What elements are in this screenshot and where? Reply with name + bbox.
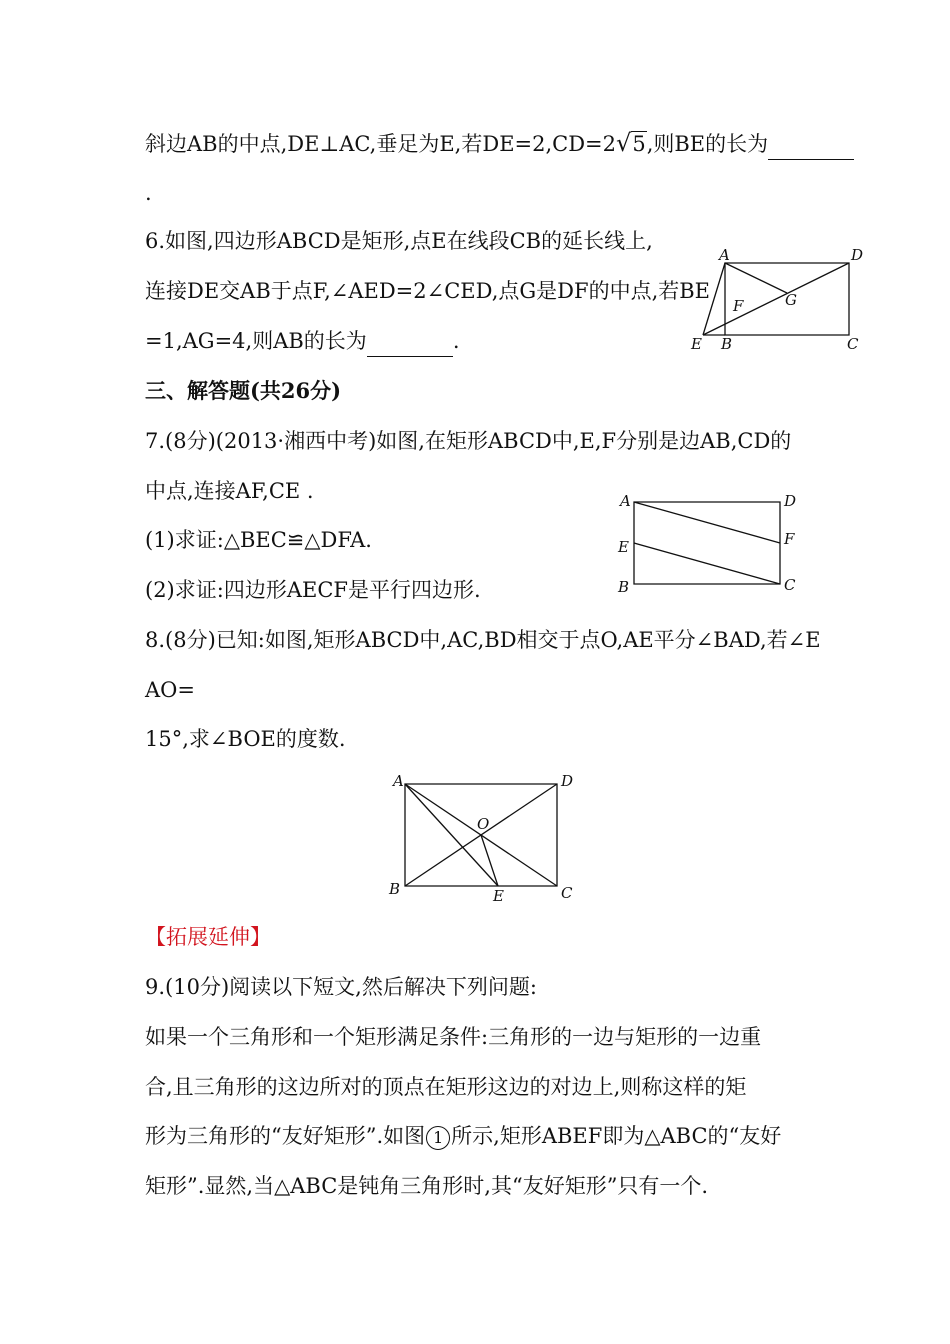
rectangle-abcd-7 xyxy=(634,502,780,584)
problem6-figure xyxy=(685,245,870,355)
label-B-8: B xyxy=(389,880,401,898)
problem9-line3: 合,且三角形的这边所对的顶点在矩形这边的对边上,则称这样的矩 xyxy=(145,1075,747,1099)
problem8-line1: 8.(8分)已知:如图,矩形ABCD中,AC,BD相交于点O,AE平分∠BAD,若∠E xyxy=(145,628,821,652)
problem5-text-before: 斜边AB的中点,DE⊥AC,垂足为E,若DE=2,CD=2 xyxy=(145,132,617,156)
label-C: C xyxy=(847,335,859,353)
label-F-7: F xyxy=(784,530,795,548)
sqrt-radicand: 5 xyxy=(632,132,646,156)
problem9-line4-a: 形为三角形的“友好矩形”.如图 xyxy=(145,1124,426,1148)
problem6-line1: 6.如图,四边形ABCD是矩形,点E在线段CB的延长线上, xyxy=(145,229,653,253)
segment-ae-8 xyxy=(405,784,498,886)
problem7-part2: (2)求证:四边形AECF是平行四边形. xyxy=(145,578,481,602)
problem5-text-after: ,则BE的长为 xyxy=(646,132,769,156)
label-A-7: A xyxy=(620,492,631,510)
extension-heading: 【拓展延伸】 xyxy=(145,925,271,949)
label-E-8: E xyxy=(493,887,504,905)
answer-blank-5[interactable] xyxy=(768,129,854,160)
problem6-line3-text: =1,AG=4,则AB的长为 xyxy=(145,329,367,353)
problem8-figure xyxy=(385,768,585,908)
label-A-8: A xyxy=(393,772,404,790)
label-O-8: O xyxy=(477,815,490,833)
problem7-line2: 中点,连接AF,CE . xyxy=(145,479,314,503)
label-E: E xyxy=(691,335,702,353)
problem7-figure xyxy=(612,488,807,600)
problem6-line3 xyxy=(145,326,460,357)
label-D-7: D xyxy=(784,492,797,510)
problem9-line5: 矩形”.显然,当△ABC是钝角三角形时,其“友好矩形”只有一个. xyxy=(145,1174,709,1198)
problem9-line2: 如果一个三角形和一个矩形满足条件:三角形的一边与矩形的一边重 xyxy=(145,1025,762,1049)
problem8-line3: 15°,求∠BOE的度数. xyxy=(145,727,346,751)
problem7-part1: (1)求证:△BEC≌△DFA. xyxy=(145,528,372,552)
problem6-line3-end: . xyxy=(452,329,460,353)
segment-af xyxy=(634,502,780,543)
answer-blank-6[interactable] xyxy=(367,326,453,357)
problem5-line xyxy=(145,128,854,160)
problem9-line1: 9.(10分)阅读以下短文,然后解决下列问题: xyxy=(145,975,537,999)
problem9-line4-b: 所示,矩形ABEF即为△ABC的“友好 xyxy=(451,1124,782,1148)
problem8-line2: AO= xyxy=(145,678,195,702)
problem6-line2: 连接DE交AB于点F,∠AED=2∠CED,点G是DF的中点,若BE xyxy=(145,279,710,303)
problem9-line4 xyxy=(145,1121,781,1151)
problem5-end-mark: . xyxy=(145,181,152,205)
section3-heading: 三、解答题(共26分) xyxy=(145,378,342,403)
label-G: G xyxy=(785,291,797,309)
label-B: B xyxy=(721,335,733,353)
label-C-8: C xyxy=(561,884,573,902)
label-F: F xyxy=(733,297,744,315)
label-A: A xyxy=(719,246,730,264)
label-D: D xyxy=(851,246,864,264)
label-D-8: D xyxy=(561,772,574,790)
segment-ag xyxy=(725,263,787,293)
label-C-7: C xyxy=(784,576,796,594)
problem7-line1: 7.(8分)(2013·湘西中考)如图,在矩形ABCD中,E,F分别是边AB,CD的 xyxy=(145,429,792,453)
label-E-7: E xyxy=(618,538,629,556)
sqrt-expression: √5 xyxy=(616,129,646,157)
segment-ae xyxy=(703,263,725,335)
label-B-7: B xyxy=(618,578,630,596)
figure-number-circled: 1 xyxy=(426,1126,450,1150)
segment-ec xyxy=(634,543,780,584)
segment-oe xyxy=(481,835,498,886)
